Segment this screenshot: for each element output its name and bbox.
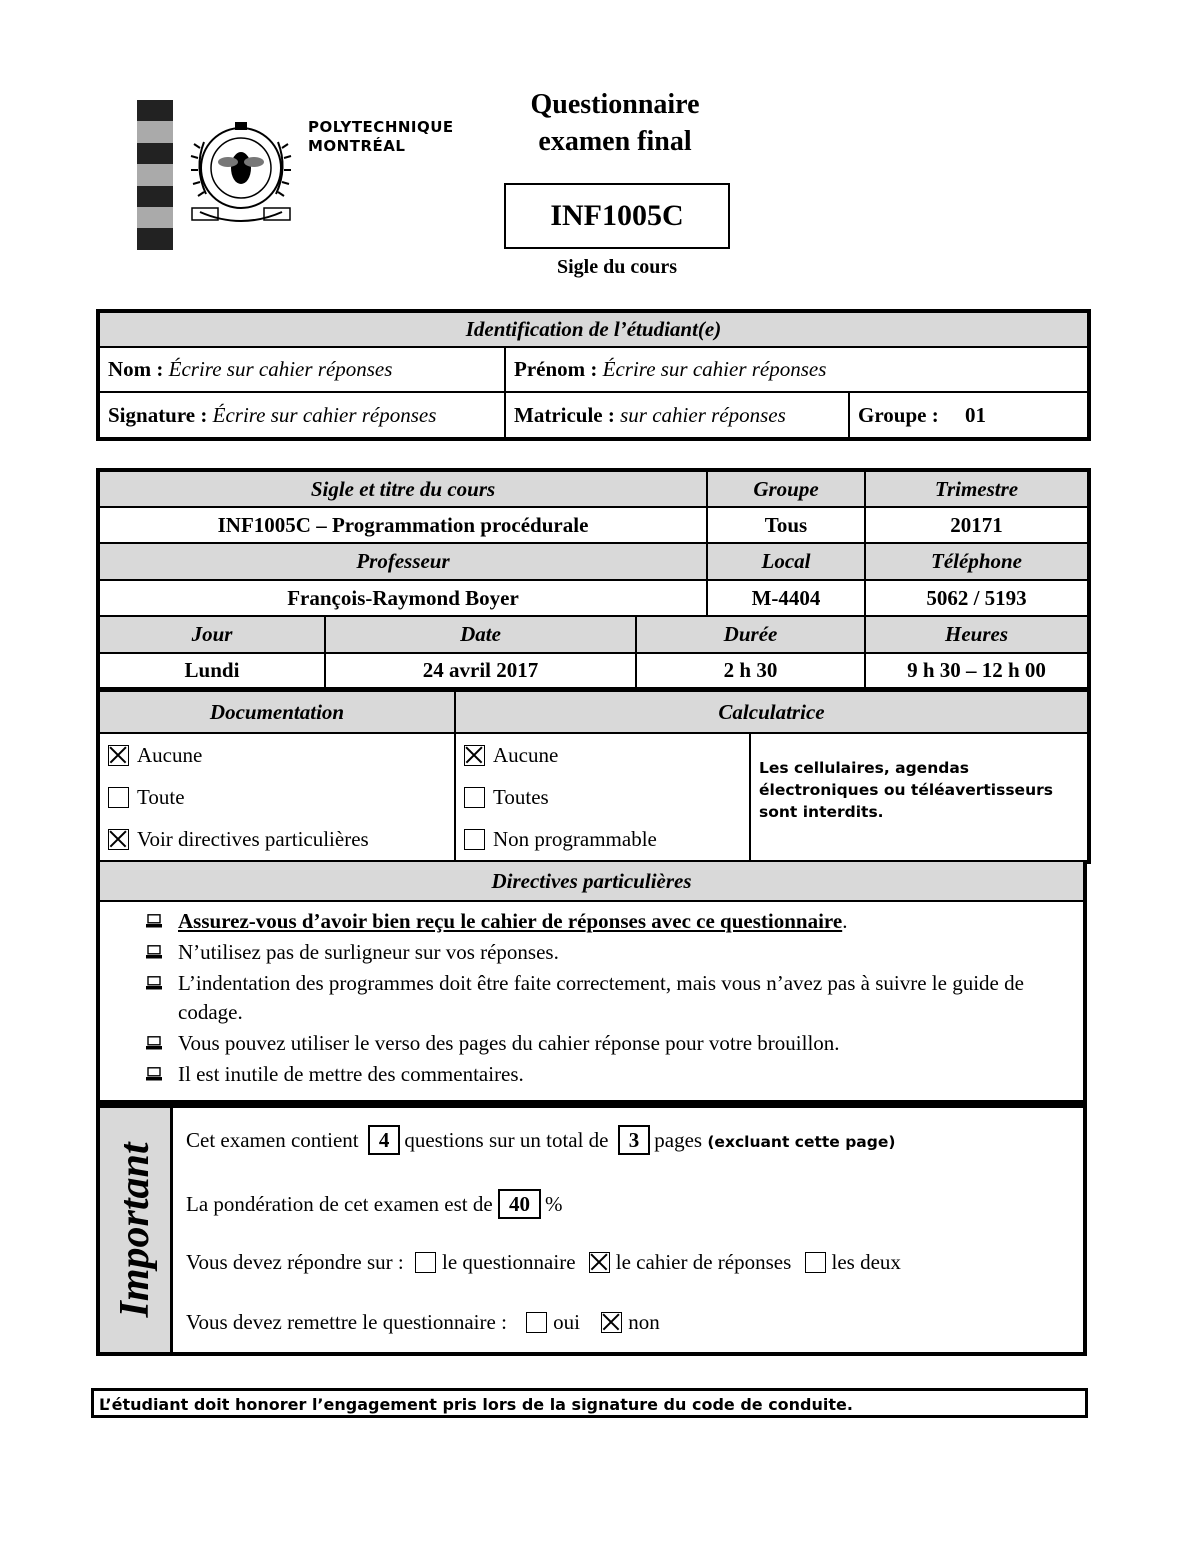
calc-aucune-label: Aucune	[493, 743, 559, 767]
heures-value: 9 h 30 – 12 h 00	[865, 653, 1089, 689]
matricule-label: Matricule :	[514, 402, 615, 427]
directive-item	[100, 938, 1083, 967]
doc-toute-checkbox[interactable]	[108, 787, 129, 808]
computer-icon	[146, 945, 162, 959]
directive-text-3: L’indentation des programmes doit être faite correctement, mais vous n’avez pas à suivre le guide de codage.	[178, 971, 1024, 1024]
signature-cell	[98, 392, 505, 439]
logo-bars	[137, 100, 173, 250]
directives-header: Directives particulières	[100, 862, 1083, 902]
questions-text-2: questions sur un total de	[404, 1128, 609, 1152]
answer-opt1-label: le questionnaire	[441, 1250, 576, 1274]
return-text: Vous devez remettre le questionnaire :	[186, 1310, 507, 1334]
institution-name	[308, 118, 454, 156]
page-title	[480, 86, 750, 160]
doc-toute-label: Toute	[137, 785, 185, 809]
student-id-table	[96, 309, 1091, 441]
title-line2: examen final	[538, 126, 692, 157]
trimestre-value: 20171	[865, 507, 1089, 543]
doc-directives-checkbox[interactable]	[108, 829, 129, 850]
institution-name-line1: POLYTECHNIQUE	[308, 118, 454, 136]
return-questionnaire-row	[186, 1310, 660, 1335]
course-info-table	[96, 468, 1091, 691]
directives-section	[96, 860, 1087, 1104]
calc-non-programmable-checkbox[interactable]	[464, 829, 485, 850]
directive-text-1-suffix: .	[842, 909, 848, 933]
prenom-value: Écrire sur cahier réponses	[602, 357, 827, 381]
directive-text-4: Vous pouvez utiliser le verso des pages du cahier réponse pour votre brouillon.	[178, 1031, 840, 1055]
trimestre-header: Trimestre	[865, 470, 1089, 507]
date-value: 24 avril 2017	[325, 653, 636, 689]
sigle-value: INF1005C – Programmation procédurale	[98, 507, 707, 543]
calc-toutes-label: Toutes	[493, 785, 549, 809]
groupe-value-cell: Tous	[707, 507, 865, 543]
directive-text-2: N’utilisez pas de surligneur sur vos réponses.	[178, 940, 559, 964]
heures-header: Heures	[865, 616, 1089, 653]
nom-label: Nom :	[108, 357, 164, 381]
computer-icon	[146, 1036, 162, 1050]
computer-icon	[146, 914, 162, 928]
local-header: Local	[707, 543, 865, 580]
directives-list	[100, 902, 1083, 1089]
weighting-text: La pondération de cet examen est de	[186, 1192, 493, 1216]
nom-cell	[98, 347, 505, 392]
materials-table	[96, 690, 1091, 864]
duree-header: Durée	[636, 616, 865, 653]
doc-aucune-checkbox[interactable]	[108, 745, 129, 766]
groupe-header: Groupe	[707, 470, 865, 507]
date-header: Date	[325, 616, 636, 653]
important-side-band	[100, 1104, 173, 1352]
pages-count-box: 3	[618, 1125, 651, 1155]
professeur-value: François-Raymond Boyer	[98, 580, 707, 616]
weighting-unit: %	[544, 1192, 563, 1216]
computer-icon	[146, 1067, 162, 1081]
answer-questionnaire-checkbox[interactable]	[415, 1252, 436, 1273]
groupe-cell	[849, 392, 1089, 439]
answer-location-row	[186, 1250, 901, 1275]
doc-option-aucune[interactable]	[108, 734, 446, 776]
answer-text: Vous devez répondre sur :	[186, 1250, 404, 1274]
doc-aucune-label: Aucune	[137, 743, 203, 767]
answer-deux-checkbox[interactable]	[805, 1252, 826, 1273]
documentation-header: Documentation	[98, 691, 455, 733]
weighting-row	[186, 1189, 562, 1219]
calc-aucune-checkbox[interactable]	[464, 745, 485, 766]
nom-value: Écrire sur cahier réponses	[168, 357, 393, 381]
signature-value: Écrire sur cahier réponses	[212, 402, 437, 427]
professeur-header: Professeur	[98, 543, 707, 580]
calc-non-programmable-label: Non programmable	[493, 827, 657, 851]
groupe-label: Groupe :	[858, 402, 939, 427]
course-code-caption: Sigle du cours	[556, 256, 678, 278]
sigle-header: Sigle et titre du cours	[98, 470, 707, 507]
institution-seal-icon	[180, 112, 302, 236]
signature-label: Signature :	[108, 402, 208, 427]
questions-note: (excluant cette page)	[707, 1133, 896, 1151]
jour-header: Jour	[98, 616, 325, 653]
telephone-value: 5062 / 5193	[865, 580, 1089, 616]
directive-item	[100, 1029, 1083, 1058]
matricule-cell	[505, 392, 849, 439]
return-opt1-label: oui	[553, 1310, 581, 1334]
weighting-value-box: 40	[498, 1189, 541, 1219]
doc-directives-label: Voir directives particulières	[137, 827, 369, 851]
calculatrice-header: Calculatrice	[455, 691, 1089, 733]
questions-count-row	[186, 1125, 895, 1155]
doc-option-directives[interactable]	[108, 818, 446, 860]
questions-count-box: 4	[368, 1125, 401, 1155]
code-of-conduct-footer: L’étudiant doit honorer l’engagement pris lors de la signature du code de conduite.	[91, 1388, 1088, 1418]
device-ban-note: Les cellulaires, agendas électroniques ou téléavertisseurs sont interdits.	[750, 733, 1089, 862]
duree-value: 2 h 30	[636, 653, 865, 689]
telephone-header: Téléphone	[865, 543, 1089, 580]
local-value: M-4404	[707, 580, 865, 616]
calculatrice-options	[455, 733, 750, 862]
calc-option-aucune[interactable]	[464, 734, 741, 776]
directive-text-5: Il est inutile de mettre des commentaires.	[178, 1062, 524, 1086]
jour-value: Lundi	[98, 653, 325, 689]
course-code-box: INF1005C	[504, 183, 730, 249]
computer-icon	[146, 976, 162, 990]
directive-item	[100, 1060, 1083, 1089]
directive-text-1: Assurez-vous d’avoir bien reçu le cahier de réponses avec ce questionnaire	[178, 909, 843, 933]
prenom-label: Prénom :	[514, 357, 598, 381]
groupe-value: 01	[964, 402, 986, 427]
documentation-options	[98, 733, 455, 862]
student-id-header: Identification de l’étudiant(e)	[98, 311, 1089, 347]
calc-toutes-checkbox[interactable]	[464, 787, 485, 808]
answer-opt3-label: les deux	[831, 1250, 901, 1274]
questions-text-3: pages	[654, 1128, 703, 1152]
directive-item	[100, 969, 1083, 1027]
doc-option-toute[interactable]	[108, 776, 446, 818]
answer-cahier-checkbox[interactable]	[589, 1252, 610, 1273]
institution-name-line2: MONTRÉAL	[308, 137, 406, 155]
return-oui-checkbox[interactable]	[526, 1312, 547, 1333]
prenom-cell	[505, 347, 1089, 392]
calc-option-toutes[interactable]	[464, 776, 741, 818]
title-line1: Questionnaire	[530, 89, 700, 120]
calc-option-non-programmable[interactable]	[464, 818, 741, 860]
directive-item	[100, 907, 1083, 936]
return-opt2-label: non	[628, 1310, 660, 1334]
questions-text-1: Cet examen contient	[186, 1128, 359, 1152]
important-top-rule	[173, 1104, 1083, 1108]
important-label: Important	[112, 1142, 158, 1318]
return-non-checkbox[interactable]	[601, 1312, 622, 1333]
answer-opt2-label: le cahier de réponses	[615, 1250, 792, 1274]
matricule-value: sur cahier réponses	[620, 402, 786, 427]
